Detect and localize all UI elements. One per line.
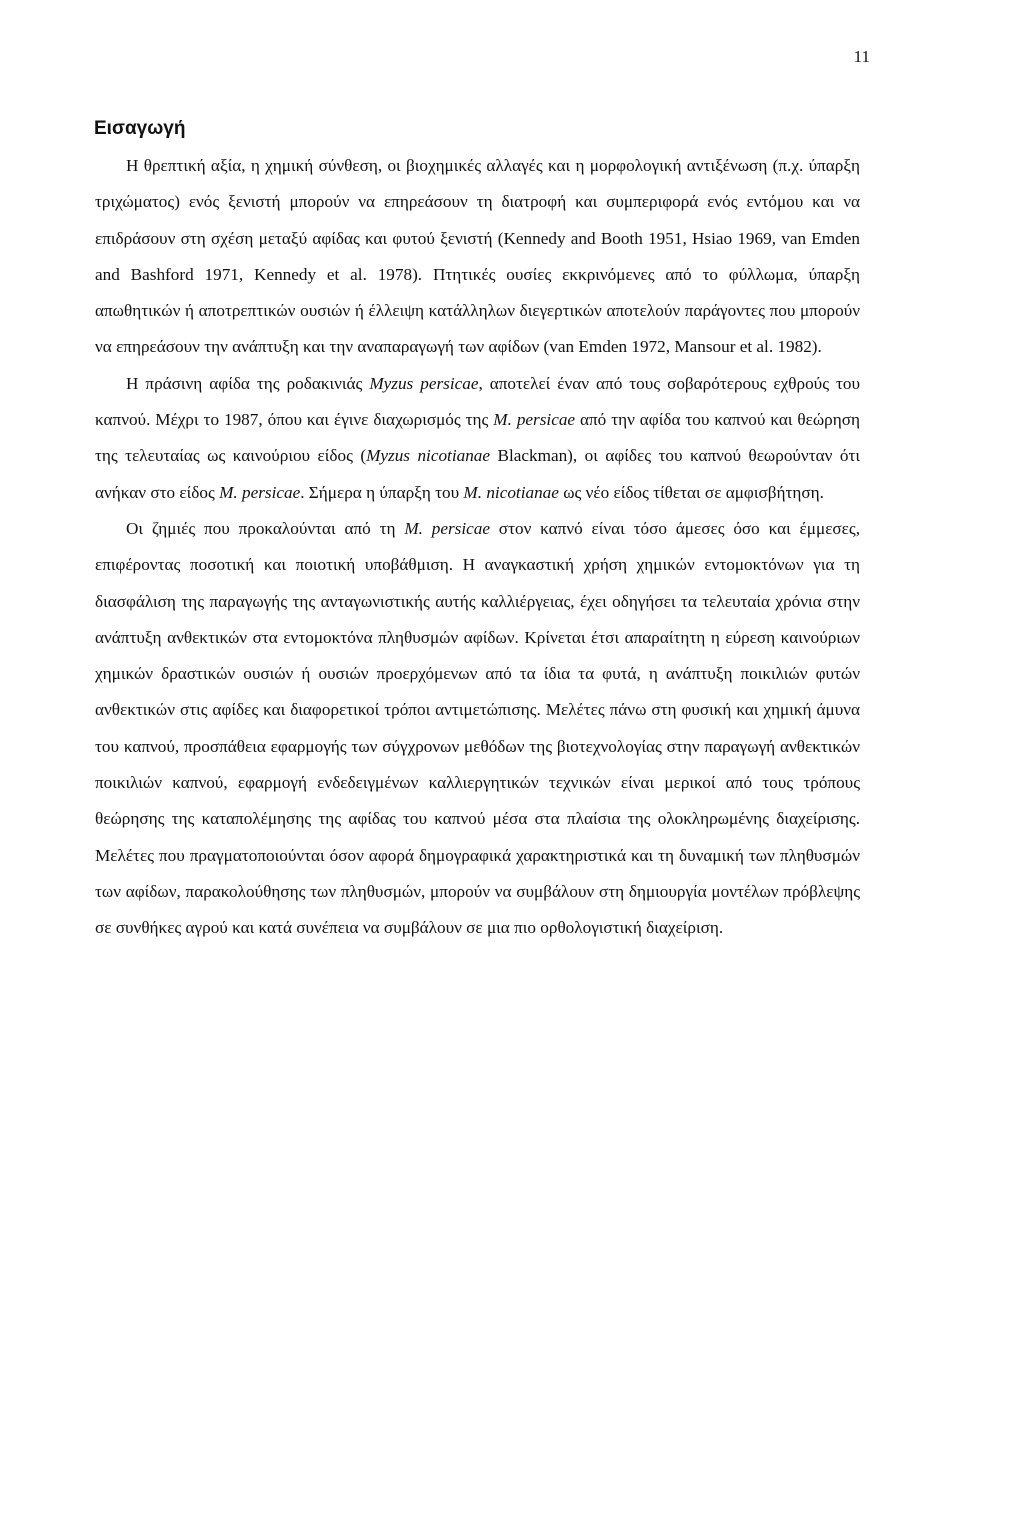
paragraph-text-run: Η θρεπτική αξία, η χημική σύνθεση, οι βιοχημικές αλλαγές και η μορφολογική αντιξένωση (π.χ. ύπαρξη τριχώματος) ενός ξενιστή μπορούν να επηρεάσουν τη διατροφή και συμπεριφορά ενός εντόμου και να επιδράσουν στη σχέση μεταξύ αφίδας και φυτού ξενιστή (Kennedy and Booth 1951, Hsiao 1969, van Emden and Bashford 1971, Kennedy et al. 1978). Πτητικές ουσίες εκκρινόμενες από το φύλλωμα, ύπαρξη απωθητικών ή αποτρεπτικών ουσιών ή έλλειψη κατάλληλων διεγερτικών αποτελούν παράγοντες που μπορούν να επηρεάσουν την ανάπτυξη και την αναπαραγωγή των αφίδων (van Emden 1972, Mansour et al. 1982).	[95, 156, 860, 357]
species-name-italic: M. persicae	[404, 518, 490, 538]
species-name-italic: M. persicae	[493, 410, 576, 430]
species-name-italic: M. nicotianae	[463, 482, 559, 502]
paragraph-text-run: στον καπνό είναι τόσο άμεσες όσο και έμμεσες, επιφέροντας ποσοτική και ποιοτική υποβάθμιση. Η αναγκαστική χρήση χημικών εντομοκτόνων για τη διασφάλιση της παραγωγής της ανταγωνιστικής αυτής καλλιέργειας, έχει οδηγήσει τα τελευταία χρόνια στην ανάπτυξη ανθεκτικών στα εντομοκτόνα πληθυσμών αφίδων. Κρίνεται έτσι απαραίτητη η εύρεση καινούριων χημικών δραστικών ουσιών ή ουσιών προερχόμενων από τα ίδια τα φυτά, η ανάπτυξη ποικιλιών φυτών ανθεκτικών στις αφίδες και διαφορετικοί τρόποι αντιμετώπισης. Μελέτες πάνω στη φυσική και χημική άμυνα του καπνού, προσπάθεια εφαρμογής των σύγχρονων μεθόδων της βιοτεχνολογίας στην παραγωγή ανθεκτικών ποικιλιών καπνού, εφαρμογή ενδεδειγμένων καλλιεργητικών τεχνικών είναι μερικοί από τους τρόπους θεώρησης της καταπολέμησης της αφίδας του καπνού μέσα στα πλαίσια της ολοκληρωμένης διαχείρισης. Μελέτες που πραγματοποιούνται όσον αφορά δημογραφικά χαρακτηριστικά και τη δυναμική των πληθυσμών των αφίδων, παρακολούθησης των πληθυσμών, μπορούν να συμβάλουν στη δημιουργία μοντέλων πρόβλεψης σε συνθήκες αγρού και κατά συνέπεια να συμβάλουν σε μια πιο ορθολογιστική διαχείριση.	[95, 518, 860, 938]
species-name-italic: Myzus persicae	[369, 373, 479, 393]
body-text	[95, 148, 860, 947]
paragraph-text-run: , αποτελεί έναν από τους σοβαρότερους εχθρούς του καπνού. Μέχρι το 1987, όπου και έγινε διαχωρισμός της	[95, 373, 860, 430]
paragraph-3	[95, 511, 860, 947]
paragraph-text-run: από την αφίδα του καπνού και θεώρηση της τελευταίας ως καινούριου είδος (	[95, 410, 860, 466]
species-name-italic: Myzus nicotianae	[366, 446, 491, 466]
paragraph-1	[95, 148, 860, 366]
paragraph-text-run: ως νέο είδος τίθεται σε αμφισβήτηση.	[558, 482, 824, 502]
section-heading: Εισαγωγή	[94, 118, 186, 139]
paragraph-2	[95, 366, 860, 511]
page-number: 11	[853, 47, 870, 66]
paragraph-text-run: Η πράσινη αφίδα της ροδακινιάς	[126, 373, 370, 393]
species-name-italic: M. persicae	[219, 482, 301, 502]
paragraph-text-run: . Σήμερα η ύπαρξη του	[300, 482, 464, 502]
paragraph-text-run: Blackman), οι αφίδες του καπνού θεωρούνταν ότι ανήκαν στο είδος	[95, 446, 860, 502]
paragraph-text-run: Οι ζημιές που προκαλούνται από τη	[126, 518, 405, 538]
